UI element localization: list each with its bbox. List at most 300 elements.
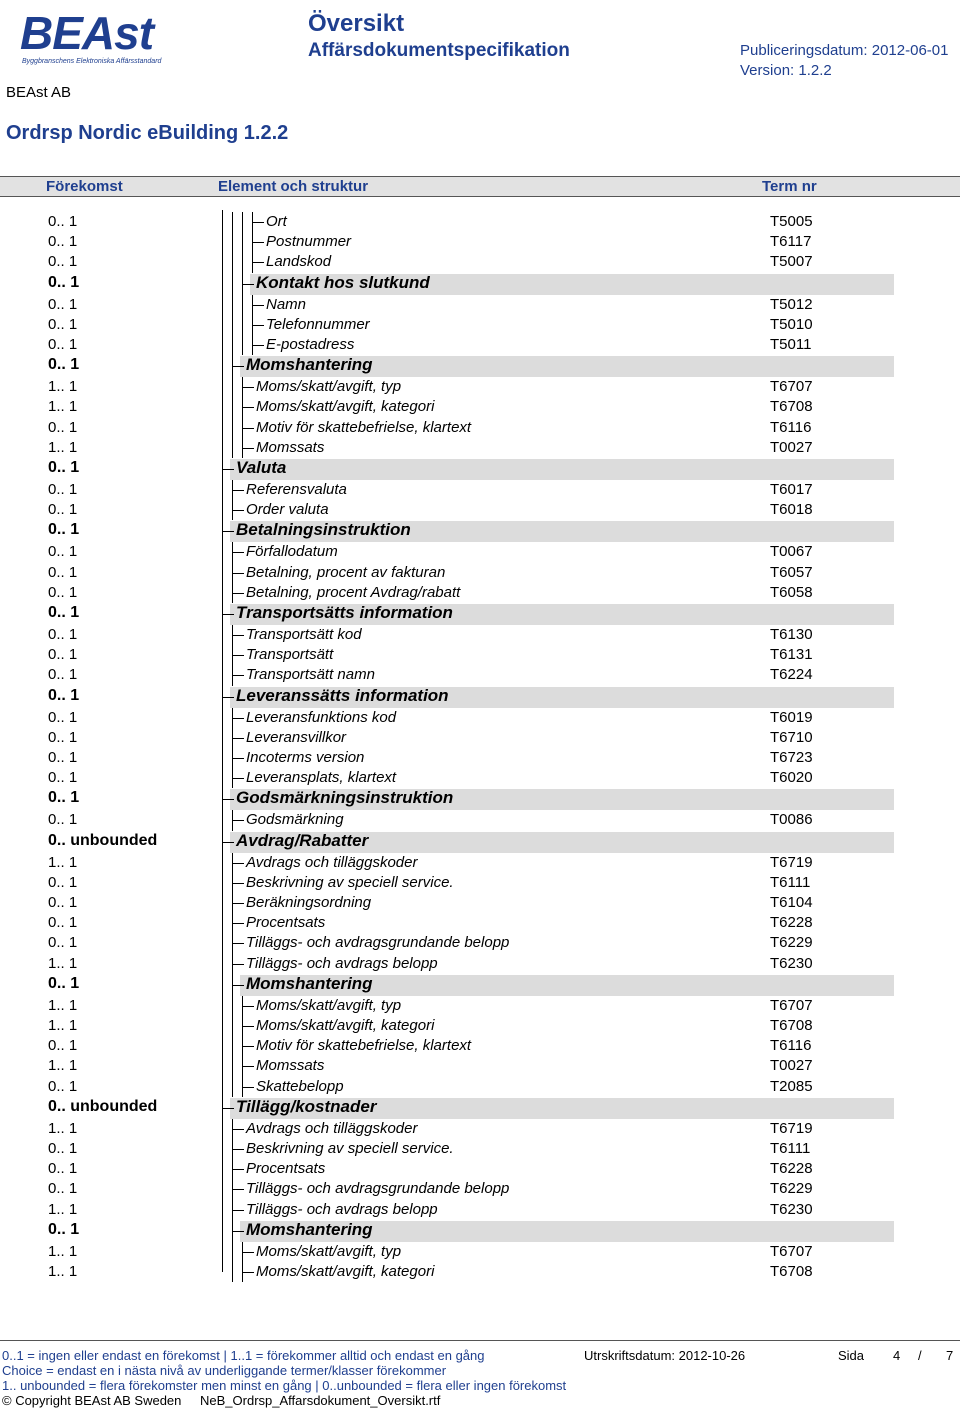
tree-connector	[242, 428, 254, 429]
version: Version: 1.2.2	[740, 62, 832, 79]
table-row	[0, 542, 960, 562]
tree-connector	[252, 222, 264, 223]
element-name: Ort	[266, 213, 287, 230]
table-row	[0, 232, 960, 252]
print-date: Utrskriftsdatum: 2012-10-26	[584, 1348, 746, 1363]
tree-line	[252, 212, 253, 232]
occurrence-value: 0.. unbounded	[48, 831, 158, 849]
term-number: T6708	[770, 1263, 813, 1280]
tree-line	[232, 252, 233, 272]
element-name: Leveransvillkor	[246, 728, 347, 746]
occurrence-value: 1.. 1	[48, 1057, 78, 1075]
occurrence-value: 0.. 1	[48, 749, 78, 766]
tree-line	[232, 397, 233, 417]
table-row	[0, 1036, 960, 1056]
element-name: Skattebelopp	[256, 1077, 344, 1095]
tree-line	[252, 335, 253, 355]
column-element: Element och struktur	[218, 178, 369, 195]
element-name: Avdrags och tilläggskoder	[246, 853, 418, 871]
tree-line	[232, 1262, 233, 1282]
table-row	[0, 954, 960, 974]
tree-connector	[232, 510, 244, 511]
term-number: T6018	[770, 501, 813, 519]
tree-connector	[232, 552, 244, 553]
column-term: Term nr	[762, 178, 817, 195]
element-name: Moms/skatt/avgift, kategori	[256, 398, 435, 416]
tree-line	[242, 1036, 243, 1056]
tree-connector	[222, 799, 234, 800]
tree-line	[232, 1119, 233, 1139]
tree-line	[242, 996, 243, 1016]
element-name: Tilläggs- och avdrags belopp	[246, 1200, 438, 1218]
element-name: Beskrivning av speciell service.	[246, 873, 454, 891]
tree-connector	[222, 1108, 234, 1109]
occurrence-value: 0.. 1	[48, 583, 78, 601]
tree-line	[232, 665, 233, 685]
occurrence-value: 0.. 1	[48, 1037, 78, 1055]
occurrence-value: 0.. 1	[48, 914, 78, 932]
tree-connector	[232, 1169, 244, 1170]
occurrence-value: 0.. 1	[48, 873, 78, 891]
tree-connector	[232, 964, 244, 965]
term-number: T2085	[770, 1077, 813, 1095]
tree-line	[252, 315, 253, 335]
group-highlight	[230, 459, 894, 480]
tree-connector	[232, 593, 244, 594]
term-number: T0086	[770, 811, 813, 829]
group-name: Momshantering	[246, 355, 373, 375]
table-row	[0, 252, 960, 272]
element-name: Landskod	[266, 253, 332, 271]
group-name: Avdrag/Rabatter	[236, 830, 369, 850]
occurrence-value: 0.. 1	[48, 934, 78, 952]
group-name: Godsmärkningsinstruktion	[236, 788, 454, 808]
tree-line	[242, 418, 243, 438]
legend-line-2: Choice = endast en i nästa nivå av underliggande termer/klasser förekommer	[2, 1363, 447, 1378]
term-number: T0027	[770, 438, 813, 456]
tree-line	[232, 295, 233, 315]
table-row	[0, 748, 960, 768]
occurrence-value: 0.. 1	[48, 894, 78, 911]
term-number: T6228	[770, 914, 813, 932]
table-row	[0, 810, 960, 830]
occurrence-value: 0.. 1	[48, 543, 78, 561]
logo-subtitle: Byggbranschens Elektroniska Affärsstandard	[22, 58, 162, 65]
element-name: Referensvaluta	[246, 481, 347, 498]
element-name: Moms/skatt/avgift, kategori	[256, 1263, 435, 1280]
occurrence-value: 0.. 1	[48, 646, 78, 664]
tree-connector	[242, 1272, 254, 1273]
table-row	[0, 1262, 960, 1282]
term-number: T6707	[770, 996, 813, 1014]
tree-line	[232, 480, 233, 500]
occurrence-value: 0.. 1	[48, 666, 78, 684]
table-row	[0, 728, 960, 748]
tree-line	[242, 295, 243, 315]
table-row	[0, 1200, 960, 1220]
tree-line	[242, 1016, 243, 1036]
term-number: T0027	[770, 1057, 813, 1075]
table-row	[0, 397, 960, 417]
occurrence-value: 0.. 1	[48, 604, 80, 621]
element-name: Order valuta	[246, 501, 329, 519]
table-row	[0, 686, 960, 708]
term-number: T6111	[770, 1140, 811, 1157]
tree-line	[242, 273, 243, 295]
tree-line	[232, 1242, 233, 1262]
occurrence-value: 0.. 1	[48, 295, 78, 313]
tree-line	[232, 933, 233, 953]
element-name: Leveransplats, klartext	[246, 769, 397, 787]
element-name: Namn	[266, 295, 307, 313]
tree-connector	[232, 820, 244, 821]
tree-connector	[242, 1087, 254, 1088]
tree-line	[242, 335, 243, 355]
group-name: Valuta	[236, 458, 287, 477]
table-row	[0, 996, 960, 1016]
table-row	[0, 273, 960, 295]
tree-connector	[232, 675, 244, 676]
table-row	[0, 974, 960, 996]
tree-line	[232, 974, 233, 996]
tree-line	[232, 1056, 233, 1076]
tree-line	[232, 1077, 233, 1097]
page-label: Sida	[838, 1348, 865, 1363]
tree-line	[242, 252, 243, 272]
tree-line	[232, 645, 233, 665]
tree-connector	[232, 1189, 244, 1190]
tree-connector	[222, 469, 234, 470]
tree-line	[252, 295, 253, 315]
term-number: T6020	[770, 769, 813, 787]
table-row	[0, 913, 960, 933]
term-number: T6058	[770, 583, 813, 601]
copyright: © Copyright BEAst AB Sweden	[2, 1393, 182, 1408]
term-number: T5007	[770, 253, 813, 271]
term-number: T6710	[770, 728, 813, 746]
tree-line	[232, 377, 233, 397]
table-row	[0, 458, 960, 480]
table-row	[0, 315, 960, 335]
tree-connector	[222, 842, 234, 843]
occurrence-value: 1.. 1	[48, 1017, 78, 1034]
document-title: Översikt	[308, 10, 405, 37]
occurrence-value: 0.. 1	[48, 1077, 78, 1095]
tree-line	[232, 500, 233, 520]
group-name: Kontakt hos slutkund	[256, 272, 430, 292]
occurrence-value: 0.. 1	[48, 686, 80, 704]
tree-line	[232, 853, 233, 873]
occurrence-value: 0.. 1	[48, 459, 80, 476]
element-name: E-postadress	[266, 336, 355, 353]
group-name: Momshantering	[246, 1219, 373, 1239]
logo: BEAst	[20, 7, 154, 59]
tree-line	[242, 1077, 243, 1097]
table-row	[0, 1139, 960, 1159]
tree-line	[232, 563, 233, 583]
tree-line	[232, 1179, 233, 1199]
term-number: T6230	[770, 954, 813, 972]
tree-line	[242, 232, 243, 252]
tree-connector	[232, 883, 244, 884]
tree-connector	[232, 1210, 244, 1211]
element-name: Betalning, procent Avdrag/rabatt	[246, 583, 461, 601]
tree-connector	[232, 655, 244, 656]
tree-line	[232, 1159, 233, 1179]
occurrence-value: 1.. 1	[48, 853, 78, 871]
tree-connector	[232, 758, 244, 759]
occurrence-value: 0.. 1	[48, 213, 78, 230]
table-row	[0, 665, 960, 685]
tree-line	[232, 1016, 233, 1036]
tree-connector	[222, 697, 234, 698]
tree-line	[232, 1036, 233, 1056]
element-name: Förfallodatum	[246, 543, 338, 561]
page-current: 4	[893, 1348, 901, 1363]
tree-connector	[232, 366, 244, 367]
term-number: T5012	[770, 295, 813, 313]
tree-connector	[232, 903, 244, 904]
tree-connector	[232, 1231, 244, 1232]
table-row	[0, 563, 960, 583]
table-row	[0, 768, 960, 788]
table-row	[0, 645, 960, 665]
element-name: Transportsätt namn	[246, 666, 375, 684]
element-name: Beskrivning av speciell service.	[246, 1140, 454, 1157]
term-number: T6707	[770, 1242, 813, 1260]
occurrence-value: 0.. 1	[48, 563, 78, 581]
element-name: Transportsätt kod	[246, 626, 362, 643]
tree-line	[232, 335, 233, 355]
element-name: Procentsats	[246, 914, 326, 932]
tree-connector	[242, 1046, 254, 1047]
term-number: T6708	[770, 398, 813, 416]
table-row	[0, 893, 960, 913]
group-name: Betalningsinstruktion	[236, 520, 411, 540]
term-number: T5010	[770, 315, 813, 333]
tree-line	[232, 1220, 233, 1242]
table-row	[0, 788, 960, 810]
table-row	[0, 480, 960, 500]
element-name: Transportsätt	[246, 646, 334, 664]
group-name: Tillägg/kostnader	[236, 1096, 377, 1116]
term-number: T6224	[770, 666, 813, 684]
tree-connector	[232, 573, 244, 574]
occurrence-value: 1.. 1	[48, 438, 78, 456]
tree-line	[232, 768, 233, 788]
tree-connector	[232, 863, 244, 864]
element-name: Moms/skatt/avgift, typ	[256, 378, 402, 396]
occurrence-value: 1.. 1	[48, 1263, 78, 1280]
occurrence-value: 0.. 1	[48, 1220, 80, 1238]
tree-line	[232, 542, 233, 562]
tree-connector	[232, 1149, 244, 1150]
table-row	[0, 500, 960, 520]
term-number: T6723	[770, 749, 813, 766]
tree-connector	[232, 778, 244, 779]
element-name: Telefonnummer	[266, 315, 370, 333]
element-name: Momssats	[256, 438, 325, 456]
term-number: T6104	[770, 894, 813, 911]
tree-line	[232, 1200, 233, 1220]
page-separator: /	[918, 1348, 922, 1363]
element-name: Postnummer	[266, 233, 352, 251]
term-number: T6111	[770, 873, 811, 891]
occurrence-value: 0.. 1	[48, 521, 80, 539]
term-number: T5011	[770, 336, 812, 353]
company-name: BEAst AB	[6, 84, 72, 101]
tree-connector	[242, 284, 254, 285]
table-row	[0, 853, 960, 873]
table-row	[0, 520, 960, 542]
tree-line	[242, 397, 243, 417]
element-name: Motiv för skattebefrielse, klartext	[256, 1037, 472, 1055]
table-row	[0, 1056, 960, 1076]
tree-line	[252, 252, 253, 272]
tree-line	[232, 315, 233, 335]
footer-divider	[0, 1340, 960, 1341]
table-row	[0, 212, 960, 232]
tree-line	[232, 355, 233, 377]
element-name: Incoterms version	[246, 749, 365, 766]
occurrence-value: 0.. 1	[48, 233, 78, 251]
specification-title: Ordrsp Nordic eBuilding 1.2.2	[6, 122, 289, 144]
element-name: Moms/skatt/avgift, typ	[256, 1242, 402, 1260]
tree-line	[232, 748, 233, 768]
term-number: T6116	[770, 418, 812, 436]
table-row	[0, 1242, 960, 1262]
tree-connector	[252, 305, 264, 306]
tree-connector	[242, 1252, 254, 1253]
element-name: Moms/skatt/avgift, kategori	[256, 1017, 435, 1034]
term-number: T6229	[770, 1180, 813, 1198]
table-row	[0, 1077, 960, 1097]
tree-line	[232, 583, 233, 603]
occurrence-value: 1.. 1	[48, 378, 78, 396]
tree-line	[242, 315, 243, 335]
table-row	[0, 873, 960, 893]
tree-connector	[232, 923, 244, 924]
group-name: Transportsätts information	[236, 603, 453, 622]
occurrence-value: 0.. 1	[48, 418, 78, 436]
tree-line	[232, 1139, 233, 1159]
tree-connector	[232, 635, 244, 636]
element-name: Tilläggs- och avdrags belopp	[246, 954, 438, 972]
occurrence-value: 1.. 1	[48, 398, 78, 416]
occurrence-value: 1.. 1	[48, 996, 78, 1014]
occurrence-value: 0.. 1	[48, 1140, 78, 1157]
occurrence-value: 0.. 1	[48, 974, 80, 992]
group-name: Momshantering	[246, 973, 373, 993]
table-row	[0, 1159, 960, 1179]
term-number: T6719	[770, 853, 813, 871]
tree-line	[232, 810, 233, 830]
tree-connector	[252, 325, 264, 326]
group-name: Leveranssätts information	[236, 685, 449, 705]
table-row	[0, 335, 960, 355]
occurrence-value: 0.. 1	[48, 273, 80, 291]
occurrence-value: 1.. 1	[48, 954, 78, 972]
element-name: Momssats	[256, 1057, 325, 1075]
term-number: T6057	[770, 563, 813, 581]
element-name: Tilläggs- och avdragsgrundande belopp	[246, 934, 510, 952]
occurrence-value: 0.. 1	[48, 811, 78, 829]
element-name: Procentsats	[246, 1160, 326, 1178]
element-name: Tilläggs- och avdragsgrundande belopp	[246, 1180, 510, 1198]
element-name: Motiv för skattebefrielse, klartext	[256, 418, 472, 436]
tree-connector	[232, 738, 244, 739]
tree-line	[232, 954, 233, 974]
tree-line	[232, 873, 233, 893]
term-number: T5005	[770, 213, 813, 230]
tree-line	[242, 1262, 243, 1282]
tree-line	[242, 438, 243, 458]
table-row	[0, 418, 960, 438]
table-row	[0, 355, 960, 377]
tree-connector	[242, 1026, 254, 1027]
tree-line	[252, 232, 253, 252]
tree-connector	[232, 985, 244, 986]
tree-line	[242, 377, 243, 397]
tree-connector	[252, 345, 264, 346]
legend-line-1: 0..1 = ingen eller endast en förekomst | 1..1 = förekommer alltid och endast en gång	[2, 1348, 485, 1363]
term-number: T6707	[770, 378, 813, 396]
tree-line	[232, 212, 233, 232]
term-number: T6708	[770, 1017, 813, 1034]
tree-line	[232, 625, 233, 645]
occurrence-value: 0.. 1	[48, 481, 78, 498]
occurrence-value: 1.. 1	[48, 1242, 78, 1260]
element-name: Avdrags och tilläggskoder	[246, 1119, 418, 1137]
tree-connector	[242, 387, 254, 388]
occurrence-value: 0.. 1	[48, 501, 78, 519]
occurrence-value: 0.. 1	[48, 626, 78, 643]
tree-connector	[252, 262, 264, 263]
table-row	[0, 1097, 960, 1119]
table-row	[0, 831, 960, 853]
table-row	[0, 1119, 960, 1139]
table-row	[0, 603, 960, 625]
tree-line	[242, 212, 243, 232]
element-name: Betalning, procent av fakturan	[246, 563, 446, 581]
table-row	[0, 1016, 960, 1036]
tree-connector	[242, 407, 254, 408]
table-row	[0, 708, 960, 728]
table-row	[0, 438, 960, 458]
tree-connector	[222, 531, 234, 532]
table-row	[0, 295, 960, 315]
table-row	[0, 377, 960, 397]
term-number: T6019	[770, 708, 813, 726]
tree-connector	[232, 718, 244, 719]
term-number: T6117	[770, 233, 812, 251]
term-number: T6719	[770, 1119, 813, 1137]
tree-line	[232, 273, 233, 295]
column-occurrence: Förekomst	[46, 178, 123, 195]
table-row	[0, 1179, 960, 1199]
term-number: T6131	[770, 646, 813, 664]
column-header	[0, 176, 960, 197]
occurrence-value: 1.. 1	[48, 1200, 78, 1218]
occurrence-value: 0.. 1	[48, 728, 78, 746]
term-number: T6116	[770, 1037, 812, 1055]
tree-connector	[242, 448, 254, 449]
occurrence-value: 0.. 1	[48, 708, 78, 726]
tree-connector	[242, 1006, 254, 1007]
legend-line-3: 1.. unbounded = flera förekomster men minst en gång | 0..unbounded = flera eller ingen förekomst	[2, 1378, 567, 1393]
term-number: T6130	[770, 626, 813, 643]
occurrence-value: 0.. 1	[48, 336, 78, 353]
